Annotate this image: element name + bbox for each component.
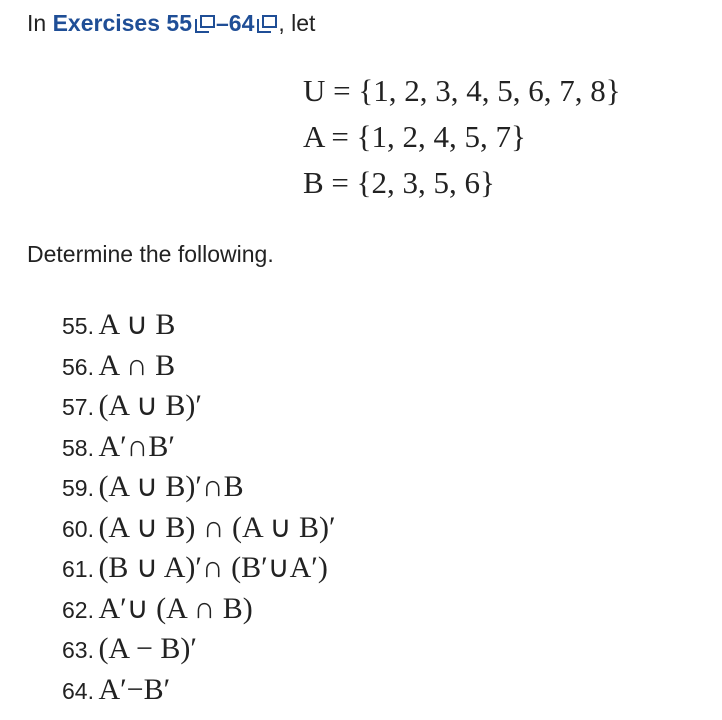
exercise-number: 62.: [62, 596, 94, 623]
exercise-list: [62, 305, 336, 710]
exercise-item: [62, 305, 336, 346]
external-link-icon: [257, 14, 276, 33]
exercise-item: [62, 548, 336, 589]
set-u-definition: U = {1, 2, 3, 4, 5, 6, 7, 8}: [303, 73, 621, 108]
exercise-number: 57.: [62, 394, 94, 420]
exercise-expression: A ∪ B: [98, 308, 176, 341]
exercise-number: 61.: [62, 556, 94, 582]
exercise-number: 60.: [62, 515, 94, 542]
set-definitions: [303, 68, 621, 206]
intro-paragraph: [27, 7, 315, 39]
exercise-expression: A′∩B′: [98, 429, 175, 463]
set-a-definition: A = {1, 2, 4, 5, 7}: [303, 119, 526, 154]
exercise-64-link-label: 64: [228, 10, 255, 36]
instruction-text: Determine the following.: [27, 241, 274, 267]
exercise-number: 64.: [62, 677, 94, 704]
set-b-definition: B = {2, 3, 5, 6}: [303, 165, 495, 200]
exercise-55-link-label: Exercises 55: [52, 10, 192, 36]
exercise-expression: (A ∪ B)′: [98, 389, 202, 422]
exercise-number: 56.: [62, 353, 94, 380]
exercise-number: 59.: [62, 475, 94, 501]
exercise-item: [62, 427, 336, 468]
external-link-icon: [195, 14, 214, 33]
exercise-64-link[interactable]: [229, 10, 279, 36]
exercise-expression: (A ∪ B) ∩ (A ∪ B)′: [98, 510, 336, 544]
exercise-item: [62, 629, 336, 670]
range-dash: –: [215, 10, 229, 36]
exercise-expression: (B ∪ A)′∩ (B′∪A′): [98, 551, 328, 584]
exercise-expression: A′∪ (A ∩ B): [98, 591, 253, 625]
intro-suffix: , let: [278, 10, 316, 36]
exercise-55-link[interactable]: [53, 10, 216, 36]
exercise-item: [62, 589, 336, 630]
exercise-number: 58.: [62, 434, 94, 461]
exercise-item: [62, 670, 336, 711]
exercise-number: 55.: [62, 313, 94, 339]
exercise-expression: A′−B′: [98, 672, 171, 706]
exercise-expression: (A ∪ B)′∩B: [98, 470, 244, 503]
exercise-expression: A ∩ B: [98, 348, 176, 382]
exercise-item: [62, 346, 336, 387]
exercise-item: [62, 467, 336, 508]
exercise-item: [62, 386, 336, 427]
intro-prefix: In: [27, 10, 53, 36]
exercise-expression: (A − B)′: [98, 632, 197, 665]
exercise-number: 63.: [62, 637, 94, 663]
exercise-item: [62, 508, 336, 549]
